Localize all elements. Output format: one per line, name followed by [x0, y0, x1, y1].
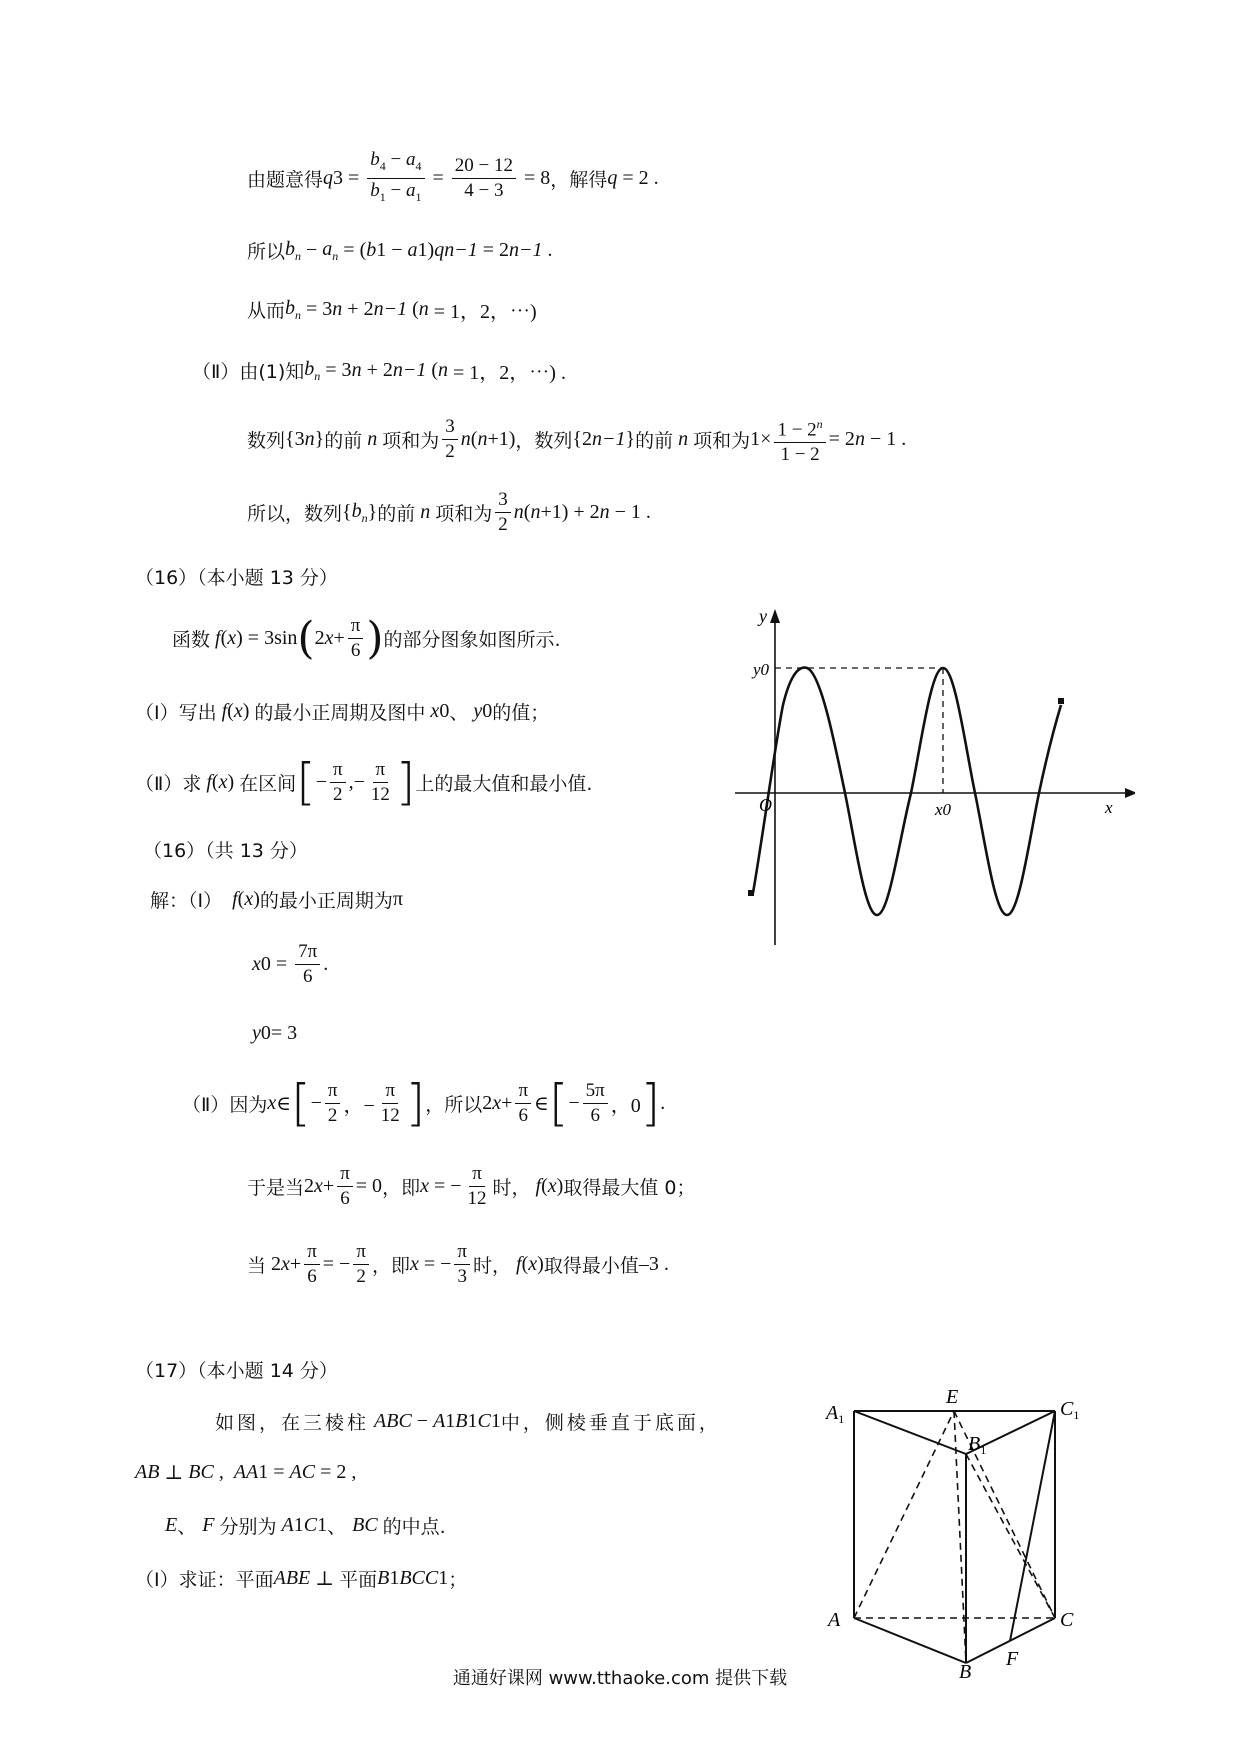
q16-part2: （Ⅱ）求 f ( x ) 在区间 [ − $\frac{\pi}{2}$ ,− $\frac{\pi}{12}$ ] 上的最大值和最小值. — [135, 753, 593, 811]
label-x: x — [1105, 798, 1113, 817]
fraction: $\frac{\pi}{6}$ — [348, 614, 364, 663]
fraction: $\frac{\pi}{12}$ — [380, 1079, 400, 1126]
q16-part1: （Ⅰ）写出 f ( x ) 的最小正周期及图中 x 0 、 y 0 的值； — [135, 700, 550, 724]
label-c1: $C_1$ — [1060, 1398, 1080, 1422]
label-y: y — [759, 606, 767, 626]
prism-figure — [820, 1378, 1100, 1678]
p15-line-2: 所以 $b_n$ − $a_n$ = ( b 1 − a 1 ) q n−1 = 2 n−1 . — [247, 237, 553, 263]
segment-ae — [854, 1411, 954, 1618]
label-a1: $A_1$ — [826, 1402, 845, 1426]
fraction: $\frac{\pi}{6}$ — [304, 1240, 320, 1289]
fraction: $\frac{\pi}{12}$ — [370, 758, 390, 805]
q17-line-4: （Ⅰ）求证：平面 ABE ⊥ 平面 B 1 BCC 1 ； — [135, 1567, 468, 1591]
label-a: A — [828, 1609, 841, 1631]
q17-line-2: AB ⊥ BC , AA 1 = AC = 2 , — [135, 1461, 357, 1484]
q16-header: （16）（本小题 13 分） — [135, 567, 338, 589]
label-f: F — [1006, 1648, 1019, 1670]
a16-part1: 解：（Ⅰ） f ( x ) 的最小正周期为 π — [150, 888, 404, 912]
page-footer: 通通好课网 www.tthaoke.com 提供下载 — [452, 1668, 788, 1689]
edge-ab — [854, 1618, 966, 1663]
fraction: $\frac{3}{2}$ — [495, 488, 511, 537]
sine-graph — [725, 605, 1135, 950]
fraction: $\frac{\pi}{12}$ — [467, 1163, 487, 1209]
edge-a1b1 — [854, 1411, 966, 1454]
p15-line-4: （Ⅱ） 由(1)知 $b_n$ = 3 n + 2 n−1 ( n = 1，2，⋯) . — [192, 357, 566, 384]
y-axis-arrow-icon — [770, 609, 780, 623]
fraction: $\frac{\pi}{2}$ — [325, 1079, 341, 1128]
fraction: $\frac{7\pi}{6}$ — [295, 940, 320, 989]
fraction: $\frac{\pi}{2}$ — [330, 758, 346, 807]
fraction: $\frac{\pi}{6}$ — [515, 1079, 531, 1128]
curve-endpoint-left — [748, 890, 754, 896]
p15-line-1: 由题意得 q 3 = $\frac{b_4 - a_4}{b_1 - a_1}$ = $\frac{20 - 12}{4 - 3}$ = 8 ，解得 q = 2 . — [247, 148, 659, 209]
q16-stem: 函数 f ( x ) = 3sin ( 2 x + $\frac{\pi}{6}$ ) 的部分图象如图所示. — [172, 612, 561, 664]
fraction: $\frac{\pi}{2}$ — [353, 1240, 369, 1289]
a16-part2: （Ⅱ） 因为 x ∈ [ − $\frac{\pi}{2}$ ，− $\frac{\pi}{12}$ ] ，所以 2 x + $\frac{\pi}{6}$ ∈ [ − $\frac{5\pi}{6}$ ，0 ] . — [182, 1074, 666, 1132]
p15-line-6: 所以，数列 { $b_n$ } 的前 n 项和为 $\frac{3}{2}$ n ( n +1) + 2 n − 1 . — [247, 489, 651, 535]
fraction: $\frac{b_4 - a_4}{b_1 - a_1}$ — [367, 148, 424, 209]
label-origin: O — [759, 795, 772, 815]
fraction: $\frac{3}{2}$ — [442, 415, 458, 464]
label-b1: $B_1$ — [968, 1433, 987, 1457]
label-x0: x0 — [935, 800, 952, 819]
label-c: C — [1060, 1609, 1074, 1631]
p15-line-5: 数列 {3 n } 的前 n 项和为 $\frac{3}{2}$ n ( n +1) ，数列 {2 n−1 } 的前 n 项和为 1× $\frac{1 - 2^n}{1 - 2}$ = 2 n − 1 . — [247, 412, 906, 467]
a16-min-line: 当 2 x + $\frac{\pi}{6}$ = − $\frac{\pi}{2}$ ，即 x = − $\frac{\pi}{3}$ 时， f ( x ) 取得最小值 –3 . — [247, 1241, 669, 1287]
a16-header: （16）（共 13 分） — [143, 840, 308, 862]
fraction: $\frac{\pi}{3}$ — [454, 1240, 470, 1289]
fraction: $\frac{5\pi}{6}$ — [583, 1079, 608, 1128]
fraction: $\frac{\pi}{6}$ — [337, 1162, 353, 1211]
q17-header: （17）（本小题 14 分） — [135, 1360, 338, 1382]
a16-y0-line: y 0 = 3 — [252, 1022, 298, 1044]
label-e: E — [946, 1386, 959, 1408]
a16-x0-line: x 0 = $\frac{7\pi}{6}$ . — [252, 941, 329, 987]
sine-curve — [753, 668, 1061, 915]
fraction: $\frac{1 - 2^n}{1 - 2}$ — [774, 412, 825, 467]
curve-endpoint-right — [1058, 698, 1064, 704]
q17-line-3: E 、 F 分别为 A 1 C 1 、 BC 的中点. — [165, 1514, 446, 1538]
fraction: $\frac{20 - 12}{4 - 3}$ — [452, 154, 516, 203]
label-b: B — [959, 1661, 972, 1678]
a16-max-line: 于是当 2 x + $\frac{\pi}{6}$ = 0 ，即 x = − $\frac{\pi}{12}$ 时， f ( x ) 取得最大值 0； — [247, 1163, 696, 1209]
label-y0: y0 — [753, 660, 770, 679]
q17-line-1: 如图，在三棱柱 ABC − A 1 B 1 C 1 中，侧棱垂直于底面， — [215, 1410, 721, 1434]
p15-line-3: 从而 $b_n$ = 3 n + 2 n−1 ( n = 1，2，⋯) — [247, 296, 537, 323]
x-axis-arrow-icon — [1125, 788, 1135, 798]
segment-eb — [954, 1411, 966, 1663]
